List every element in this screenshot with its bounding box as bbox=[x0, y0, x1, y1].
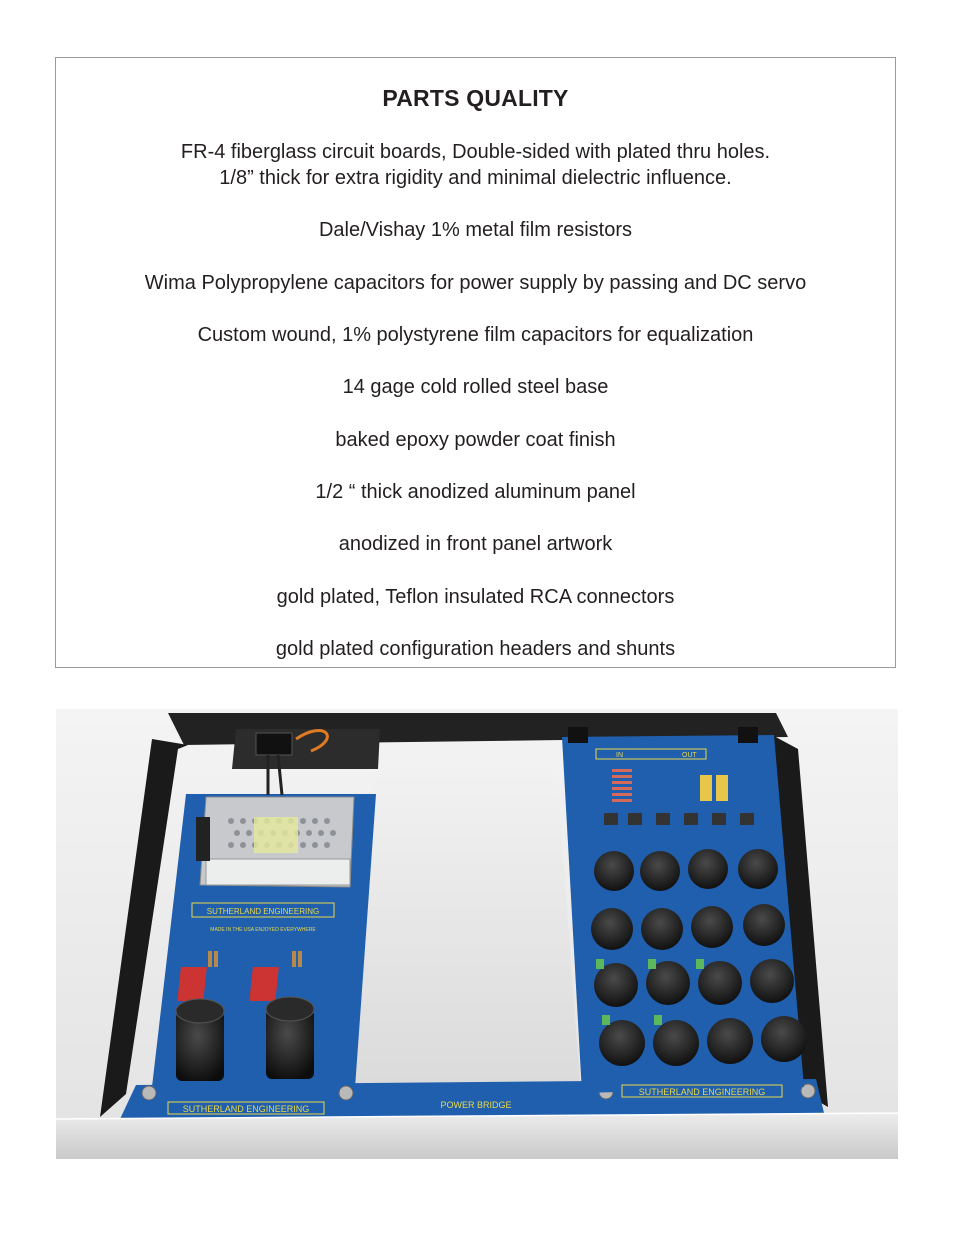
in-label: IN bbox=[616, 752, 623, 759]
front-panel bbox=[56, 1113, 898, 1159]
out-label: OUT bbox=[682, 752, 697, 759]
preamp-chassis-photo bbox=[56, 709, 898, 1159]
spec-line-6: 14 gage cold rolled steel base bbox=[342, 376, 609, 398]
spec-line-5: Custom wound, 1% polystyrene film capacitors for equalization bbox=[197, 324, 754, 346]
spec-line-3: Dale/Vishay 1% metal film resistors bbox=[318, 219, 633, 241]
spec-line-2: 1/8” thick for extra rigidity and minimal dielectric influence. bbox=[219, 167, 732, 189]
right-board-label: SUTHERLAND ENGINEERING bbox=[638, 1087, 766, 1097]
parts-quality-box bbox=[55, 57, 896, 668]
spec-line-1: FR-4 fiberglass circuit boards, Double-sided with plated thru holes. bbox=[180, 141, 771, 163]
left-board-label: SUTHERLAND ENGINEERING bbox=[206, 907, 320, 916]
spec-line-11: gold plated configuration headers and shunts bbox=[275, 638, 676, 660]
spec-line-9: anodized in front panel artwork bbox=[338, 533, 613, 555]
section-title: PARTS QUALITY bbox=[382, 85, 569, 111]
bridge-label: POWER BRIDGE bbox=[440, 1100, 512, 1110]
spec-line-10: gold plated, Teflon insulated RCA connectors bbox=[276, 586, 675, 608]
spec-line-8: 1/2 “ thick anodized aluminum panel bbox=[315, 481, 636, 503]
spec-line-4: Wima Polypropylene capacitors for power supply by passing and DC servo bbox=[144, 272, 807, 294]
spec-line-7: baked epoxy powder coat finish bbox=[335, 429, 616, 451]
left-board-bottom-label: SUTHERLAND ENGINEERING bbox=[182, 1104, 310, 1114]
left-board-note: MADE IN THE USA ENJOYED EVERYWHERE bbox=[210, 927, 316, 933]
